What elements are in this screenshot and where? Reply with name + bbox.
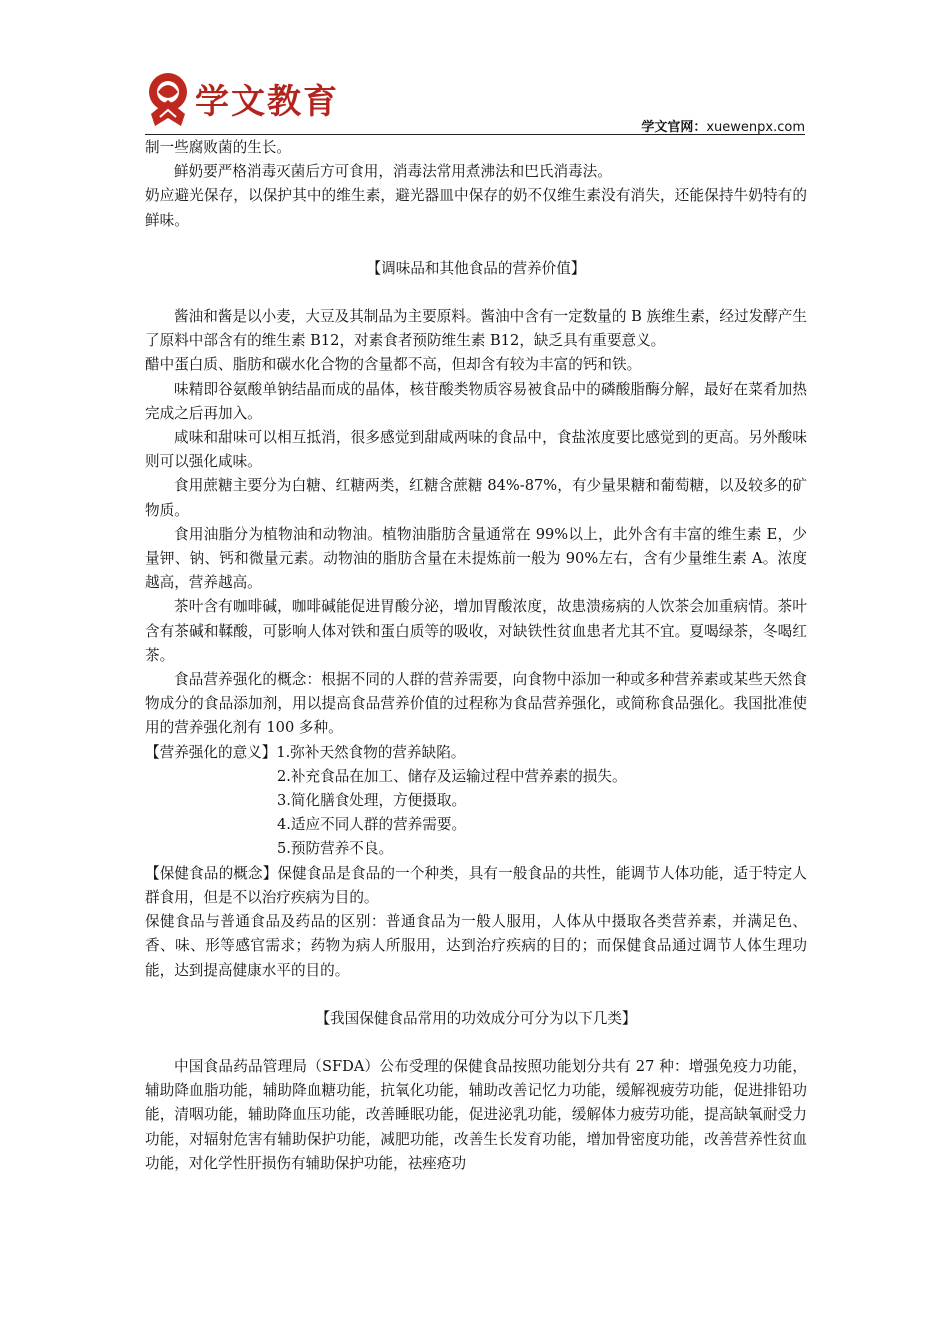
section-heading: 【我国保健食品常用的功效成分可分为以下几类】 [315,1009,637,1027]
section-heading: 【调味品和其他食品的营养价值】 [366,259,586,277]
site-address [641,116,805,135]
list-item: 3.简化膳食处理，方便摄取。 [277,792,467,810]
list-item: 4.适应不同人群的营养需要。 [277,816,467,834]
page-header [145,62,805,136]
site-label: 学文官网： [641,120,707,135]
paragraph: 奶应避光保存，以保护其中的维生素，避光器皿中保存的奶不仅维生素没有消失，还能保持牛奶特有的鲜味。 [145,187,807,229]
paragraph: 醋中蛋白质、脂肪和碳水化合物的含量都不高，但却含有较为丰富的钙和铁。 [145,356,642,374]
paragraph: 保健食品与普通食品及药品的区别：普通食品为一般人服用，人体从中摄取各类营养素，并满足色、香、味、形等感官需求；药物为病人所服用，达到治疗疾病的目的；而保健食品通过调节人体生理功能，达到提高健康水平的目的。 [145,913,807,979]
header-divider [145,134,805,135]
site-url-link[interactable]: xuewenpx.com [706,120,805,135]
list-item: 2.补充食品在加工、储存及运输过程中营养素的损失。 [277,767,627,785]
brand-logo-icon [145,70,191,128]
paragraph: 鲜奶要严格消毒灭菌后方可食用，消毒法常用煮沸法和巴氏消毒法。 [174,163,612,181]
list-intro: 【营养强化的意义】1.弥补天然食物的营养缺陷。 [145,743,466,761]
paragraph: 食用油脂分为植物油和动物油。植物油脂肪含量通常在 99%以上，此外含有丰富的维生素 E，少量钾、钠、钙和微量元素。动物油的脂肪含量在未提炼前一般为 90%左右，含有少量维生素 A。浓度越高，营养越高。 [145,525,807,592]
document-body [145,136,807,1176]
paragraph: 食品营养强化的概念：根据不同的人群的营养需要，向食物中添加一种或多种营养素或某些天然食物成分的食品添加剂，用以提高食品营养价值的过程称为食品营养强化，或简称食品强化。我国批准使用的营养强化剂有 100 多种。 [145,671,807,737]
brand-name: 学文教育 [195,82,339,122]
paragraph: 咸味和甜味可以相互抵消，很多感觉到甜咸两味的食品中，食盐浓度要比感觉到的更高。另外酸味则可以强化咸味。 [145,429,807,471]
paragraph: 制一些腐败菌的生长。 [145,139,291,156]
paragraph: 茶叶含有咖啡碱，咖啡碱能促进胃酸分泌，增加胃酸浓度，故患溃疡病的人饮茶会加重病情。茶叶含有茶碱和鞣酸，可影响人体对铁和蛋白质等的吸收，对缺铁性贫血患者尤其不宜。夏喝绿茶，冬喝红茶。 [145,598,807,664]
paragraph: 食用蔗糖主要分为白糖、红糖两类，红糖含蔗糖 84%-87%，有少量果糖和葡萄糖，以及较多的矿物质。 [145,477,807,519]
list-item: 5.预防营养不良。 [277,840,394,858]
paragraph: 味精即谷氨酸单钠结晶而成的晶体，核苷酸类物质容易被食品中的磷酸脂酶分解，最好在菜肴加热完成之后再加入。 [145,380,807,422]
paragraph: 中国食品药品管理局（SFDA）公布受理的保健食品按照功能划分共有 27 种：增强免疫力功能，辅助降血脂功能，辅助降血糖功能，抗氧化功能，辅助改善记忆力功能，缓解视疲劳功能，促进排铅功能，清咽功能，辅助降血压功能，改善睡眠功能，促进泌乳功能，缓解体力疲劳功能，提高缺氧耐受力功能，对辐射危害有辅助保护功能，减肥功能，改善生长发育功能，增加骨密度功能，改善营养性贫血功能，对化学性肝损伤有辅助保护功能，祛痤疮功 [145,1057,807,1172]
paragraph: 【保健食品的概念】保健食品是食品的一个种类，具有一般食品的共性，能调节人体功能，适于特定人群食用，但是不以治疗疾病为目的。 [145,864,807,906]
paragraph: 酱油和酱是以小麦，大豆及其制品为主要原料。酱油中含有一定数量的 B 族维生素，经过发酵产生了原料中部含有的维生素 B12，对素食者预防维生素 B12，缺乏具有重要意义。 [145,308,807,350]
